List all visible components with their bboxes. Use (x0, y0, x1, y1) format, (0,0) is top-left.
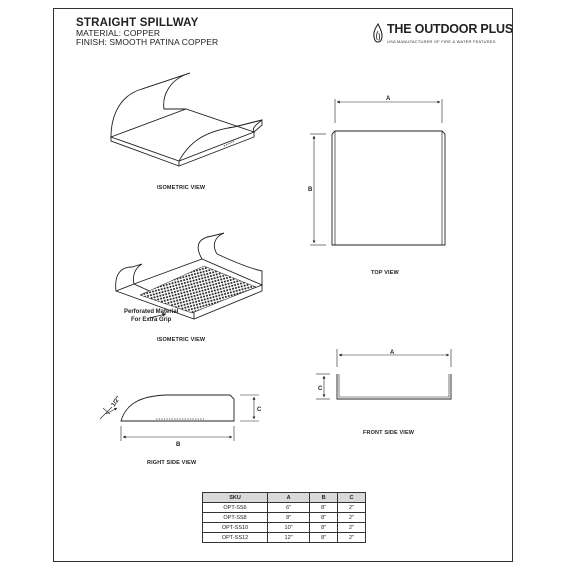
table-row (203, 533, 366, 543)
top-view-drawing (310, 99, 445, 245)
cell-a: 12" (268, 533, 310, 543)
cell-sku: OPT-SS12 (203, 533, 268, 543)
header-sku: SKU (203, 493, 268, 503)
table-row (203, 513, 366, 523)
front-view-dim-c: C (318, 386, 323, 392)
right-view-radius: 1/2" (110, 395, 123, 409)
sku-table (202, 492, 366, 543)
sku-table-header-row (203, 493, 366, 503)
cell-sku: OPT-SS6 (203, 503, 268, 513)
cell-a: 10" (268, 523, 310, 533)
cell-c: 2" (338, 503, 366, 513)
perforated-material-callout (124, 309, 178, 324)
right-view-dim-c: C (257, 407, 262, 413)
cell-sku: OPT-SS10 (203, 523, 268, 533)
material-line: MATERIAL: COPPER (76, 28, 161, 39)
front-side-view-drawing (316, 349, 451, 399)
cell-sku: OPT-SS8 (203, 513, 268, 523)
cell-c: 2" (338, 513, 366, 523)
drawing-sheet (53, 8, 513, 562)
top-view-dim-b: B (308, 187, 313, 193)
technical-drawings (54, 9, 514, 563)
header-b: B (310, 493, 338, 503)
cell-a: 6" (268, 503, 310, 513)
top-view-dim-a: A (386, 96, 391, 102)
label-isometric-view-bottom: ISOMETRIC VIEW (157, 337, 206, 343)
cell-a: 8" (268, 513, 310, 523)
finish-line: FINISH: SMOOTH PATINA COPPER (76, 36, 219, 47)
table-row (203, 503, 366, 513)
isometric-view-bottom-drawing (116, 233, 262, 319)
cell-b: 8" (310, 503, 338, 513)
header-c: C (338, 493, 366, 503)
cell-b: 8" (310, 523, 338, 533)
cell-b: 8" (310, 513, 338, 523)
header-a: A (268, 493, 310, 503)
cell-c: 2" (338, 523, 366, 533)
label-front-side-view: FRONT SIDE VIEW (363, 430, 415, 436)
brand-name: THE OUTDOOR PLUS (387, 22, 513, 36)
cell-c: 2" (338, 533, 366, 543)
label-right-side-view: RIGHT SIDE VIEW (147, 460, 197, 466)
isometric-view-top-drawing (111, 73, 262, 166)
brand-tagline: USA MANUFACTURER OF FIRE & WATER FEATURES (387, 39, 496, 44)
product-title: STRAIGHT SPILLWAY (76, 17, 199, 29)
callout-line-1: Perforated Material (124, 309, 179, 315)
right-view-dim-b: B (176, 442, 181, 448)
label-isometric-view-top: ISOMETRIC VIEW (157, 185, 206, 191)
label-top-view: TOP VIEW (371, 270, 399, 276)
front-view-dim-a: A (390, 350, 395, 356)
right-side-view-drawing (100, 395, 259, 441)
callout-line-2: For Extra Grip (131, 316, 172, 323)
table-row (203, 523, 366, 533)
cell-b: 8" (310, 533, 338, 543)
